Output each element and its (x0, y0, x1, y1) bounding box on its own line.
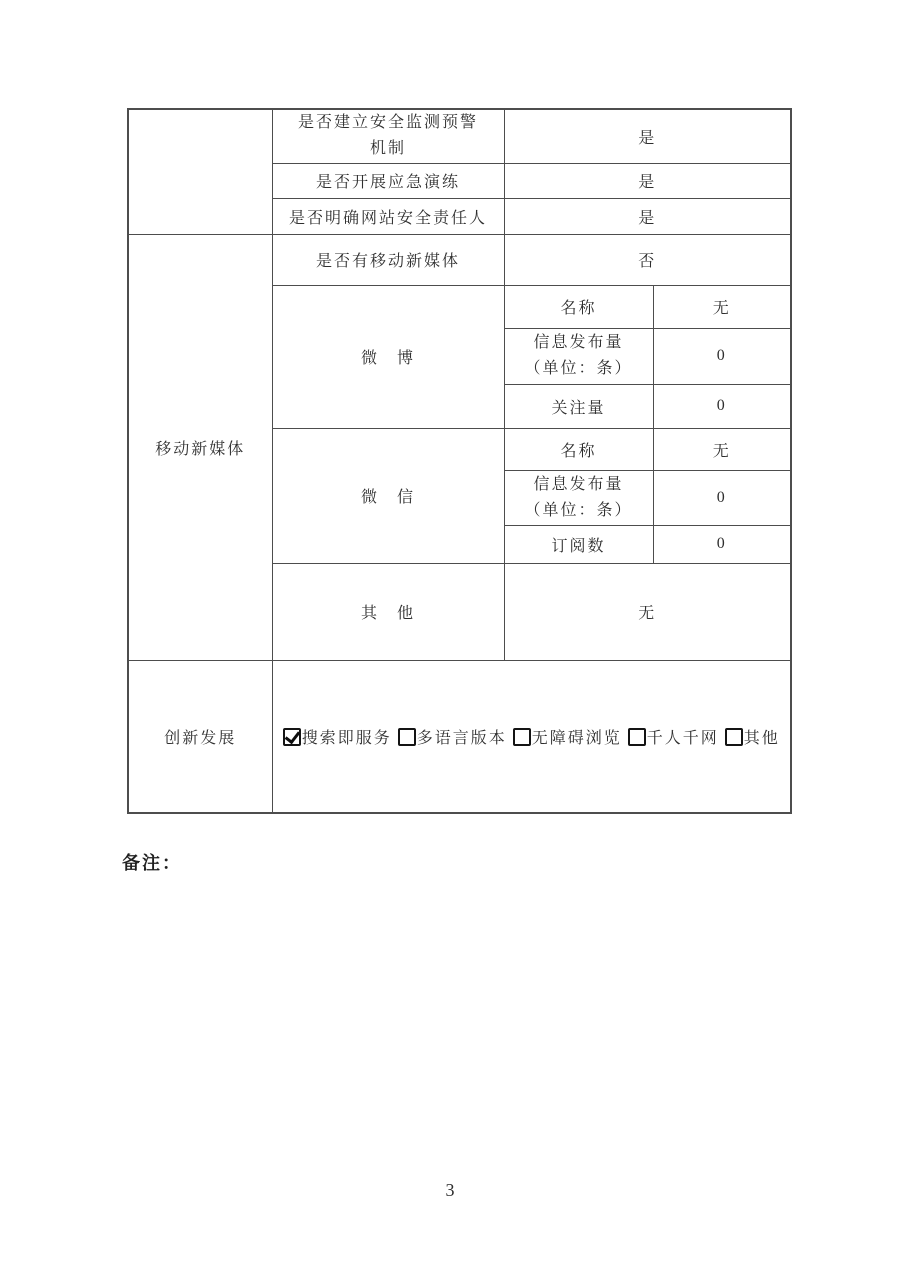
notes-label: 备注： (122, 853, 182, 873)
cell-other-media-value: 无 (504, 563, 791, 660)
cell-other-media-label: 其 他 (272, 563, 504, 660)
question-text-line2: 机制 (369, 140, 406, 158)
innovation-options-line (283, 730, 780, 747)
checkbox-icon[interactable] (628, 728, 646, 746)
label-text-line1: 信息发布量 (533, 334, 624, 351)
cell-question-drill: 是否开展应急演练 (272, 163, 504, 198)
option-other[interactable] (725, 725, 780, 748)
table-row (128, 109, 791, 163)
cell-answer-monitoring: 是 (504, 109, 791, 163)
cell-question-has-mobile-media: 是否有移动新媒体 (272, 234, 504, 285)
table-row (128, 234, 791, 285)
option-personalized[interactable] (628, 725, 719, 748)
cell-question-responsible: 是否明确网站安全责任人 (272, 198, 504, 234)
cell-answer-drill: 是 (504, 163, 791, 198)
cell-weibo-name-value: 无 (653, 285, 791, 328)
cell-weibo-posts-label (504, 328, 653, 384)
question-text-line1: 是否建立安全监测预警 (297, 114, 478, 132)
option-search-as-service[interactable] (283, 725, 392, 748)
table-row (128, 660, 791, 813)
cell-innovation-options (272, 660, 791, 813)
cell-category-innovation: 创新发展 (128, 660, 272, 813)
cell-wechat: 微 信 (272, 428, 504, 563)
page-number: 3 (445, 1180, 455, 1200)
option-accessibility[interactable] (513, 725, 622, 748)
cell-wechat-posts-value: 0 (653, 470, 791, 525)
cell-category-empty (128, 109, 272, 234)
cell-wechat-subscribers-value: 0 (653, 525, 791, 563)
checkbox-icon[interactable] (398, 728, 416, 746)
label-text-line2: （单位：条） (524, 360, 633, 377)
cell-weibo-name-label: 名称 (504, 285, 653, 328)
cell-wechat-name-value: 无 (653, 428, 791, 470)
cell-weibo-posts-value: 0 (653, 328, 791, 384)
option-multilingual[interactable] (398, 725, 507, 748)
cell-wechat-subscribers-label: 订阅数 (504, 525, 653, 563)
checkbox-checked-icon[interactable] (283, 728, 301, 746)
cell-weibo-followers-label: 关注量 (504, 384, 653, 428)
checkbox-icon[interactable] (725, 728, 743, 746)
annual-report-table (127, 108, 792, 814)
cell-category-mobile-media: 移动新媒体 (128, 234, 272, 660)
cell-wechat-name-label: 名称 (504, 428, 653, 470)
option-label: 千人千网 (646, 729, 719, 747)
option-label: 搜索即服务 (301, 729, 392, 747)
option-label: 多语言版本 (416, 729, 507, 747)
option-label: 无障碍浏览 (531, 729, 622, 747)
cell-weibo: 微 博 (272, 285, 504, 428)
cell-answer-has-mobile-media: 否 (504, 234, 791, 285)
cell-question-monitoring (272, 109, 504, 163)
checkbox-icon[interactable] (513, 728, 531, 746)
label-text-line2: （单位：条） (524, 501, 633, 519)
label-text-line1: 信息发布量 (533, 475, 624, 493)
cell-answer-responsible: 是 (504, 198, 791, 234)
cell-wechat-posts-label (504, 470, 653, 525)
cell-weibo-followers-value: 0 (653, 384, 791, 428)
option-label: 其他 (743, 729, 780, 747)
